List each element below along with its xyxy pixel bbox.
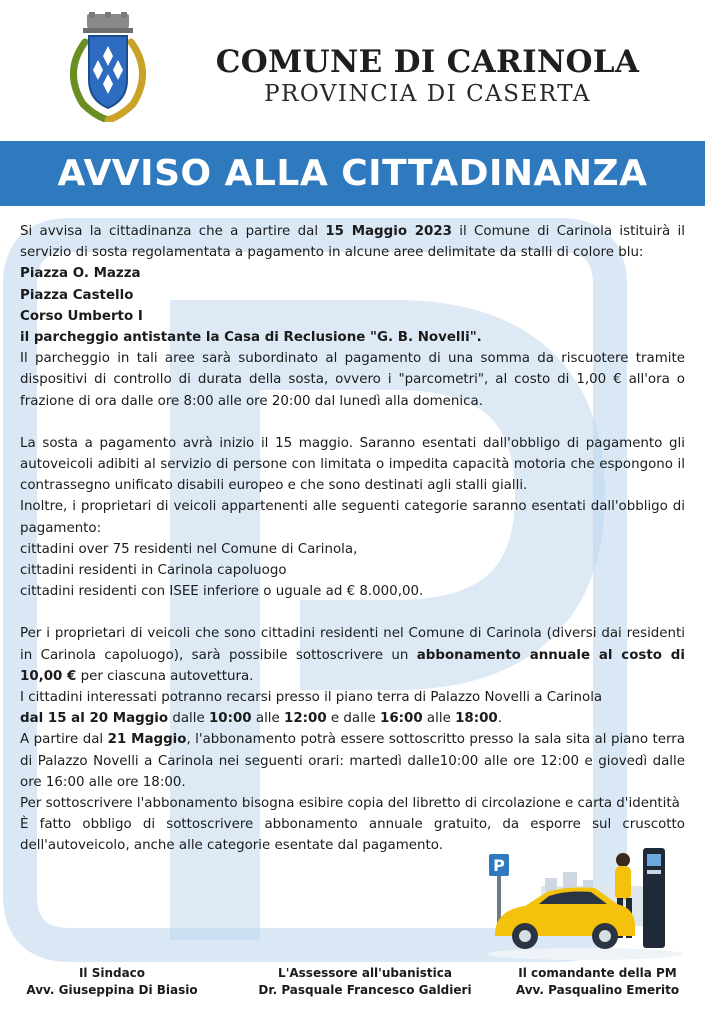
office-paragraph: I cittadini interessati potranno recarsi presso il piano terra di Palazzo Novelli a Carinola [20,690,603,706]
notice-body [20,221,685,857]
paragraph-gap [20,412,685,433]
intro-text-2: il Comune di Carinola istituirà il servizio di sosta regolamentata a pagamento in alcune aree delimitate da stalli di colore blu: [20,224,685,261]
from-date-paragraph: A partire dal 21 Maggio, l'abbonamento potrà essere sottoscritto presso la sala sita al piano terra di Palazzo Novelli a Carinola nei seguenti orari: martedì dalle10:00 alle ore 12:00 e giovedì dalle ore 16:00 alle ore 18:00. [20,732,685,790]
paragraph-gap [20,602,685,623]
obligation-paragraph: È fatto obbligo di sottoscrivere abbonamento annuale gratuito, da esporre sul cruscotto dell'autoveicolo, anche alle categorie esentate dal pagamento. [20,817,685,854]
signature-name: Dr. Pasquale Francesco Galdieri [258,983,472,997]
intro-start-date: 15 Maggio 2023 [325,224,452,239]
payment-paragraph: Il parcheggio in tali aree sarà subordinato al pagamento di una somma da riscuotere tramite dispositivi di controllo di durata della sosta, ovvero i "parcometri", al costo di 1,00 € all'ora o frazione di ora dalle ore 8:00 alle ore 20:00 dal lunedì alla domenica. [20,351,685,409]
signature-name: Avv. Pasqualino Emerito [515,983,680,997]
signature-role: Il comandante della PM [518,966,677,980]
category-item: cittadini residenti in Carinola capoluogo [20,563,287,579]
exemption-paragraph: La sosta a pagamento avrà inizio il 15 maggio. Saranno esentati dall'obbligo di pagamento gli autoveicoli adibiti al servizio di persone con limitata o impedita capacità motoria che espongono il contrassegno unificato disabili europeo e che sono destinati agli stalli gialli. [20,435,685,494]
signature-assessor [255,965,475,999]
area-item: Piazza Castello [20,287,134,303]
parking-sign-label: P [493,856,505,875]
coat-of-arms-icon [55,12,161,122]
municipality-title: COMUNE DI CARINOLA [215,44,640,80]
area-item: il parcheggio antistante la Casa di Reclusione "G. B. Novelli". [20,330,482,346]
area-item: Corso Umberto I [20,308,143,324]
banner-title: AVVISO ALLA CITTADINANZA [57,153,648,194]
office-hours: dal 15 al 20 Maggio dalle 10:00 alle 12:00 e dalle 16:00 alle 18:00. [20,711,502,727]
signature-mayor [12,965,212,999]
categories-intro: Inoltre, i proprietari di veicoli appartenenti alle seguenti categorie saranno esentati dall'obbligo di pagamento: [20,499,685,536]
subscription-price: abbonamento annuale al costo di 10,00 € [20,647,685,684]
category-item: cittadini residenti con ISEE inferiore o uguale ad € 8.000,00. [20,584,424,600]
subscription-paragraph: Per i proprietari di veicoli che sono cittadini residenti nel Comune di Carinola (diversi dai residenti in Carinola capoluogo), sarà possibile sottoscrivere un abbonamento annuale al costo di 10,00 € per ciascuna autovettura. [20,626,685,684]
signature-police-commander [500,965,695,999]
parking-car-illustration [485,836,690,962]
province-subtitle: PROVINCIA DI CASERTA [264,81,591,107]
signature-role: Il Sindaco [78,966,146,980]
signature-role: L'Assessore all'ubanistica [278,966,452,980]
notice-banner [0,141,705,206]
category-item: cittadini over 75 residenti nel Comune di Carinola, [20,541,358,557]
signature-name: Avv. Giuseppina Di Biasio [26,983,198,997]
documents-paragraph: Per sottoscrivere l'abbonamento bisogna esibire copia del libretto di circolazione e carta d'identità [20,796,680,812]
intro-paragraph [20,221,685,263]
from-date: 21 Maggio [107,732,187,748]
header-title-block [205,44,650,108]
intro-text-1: Si avvisa la cittadinanza che a partire dal [20,224,326,239]
area-item: Piazza O. Mazza [20,266,141,282]
